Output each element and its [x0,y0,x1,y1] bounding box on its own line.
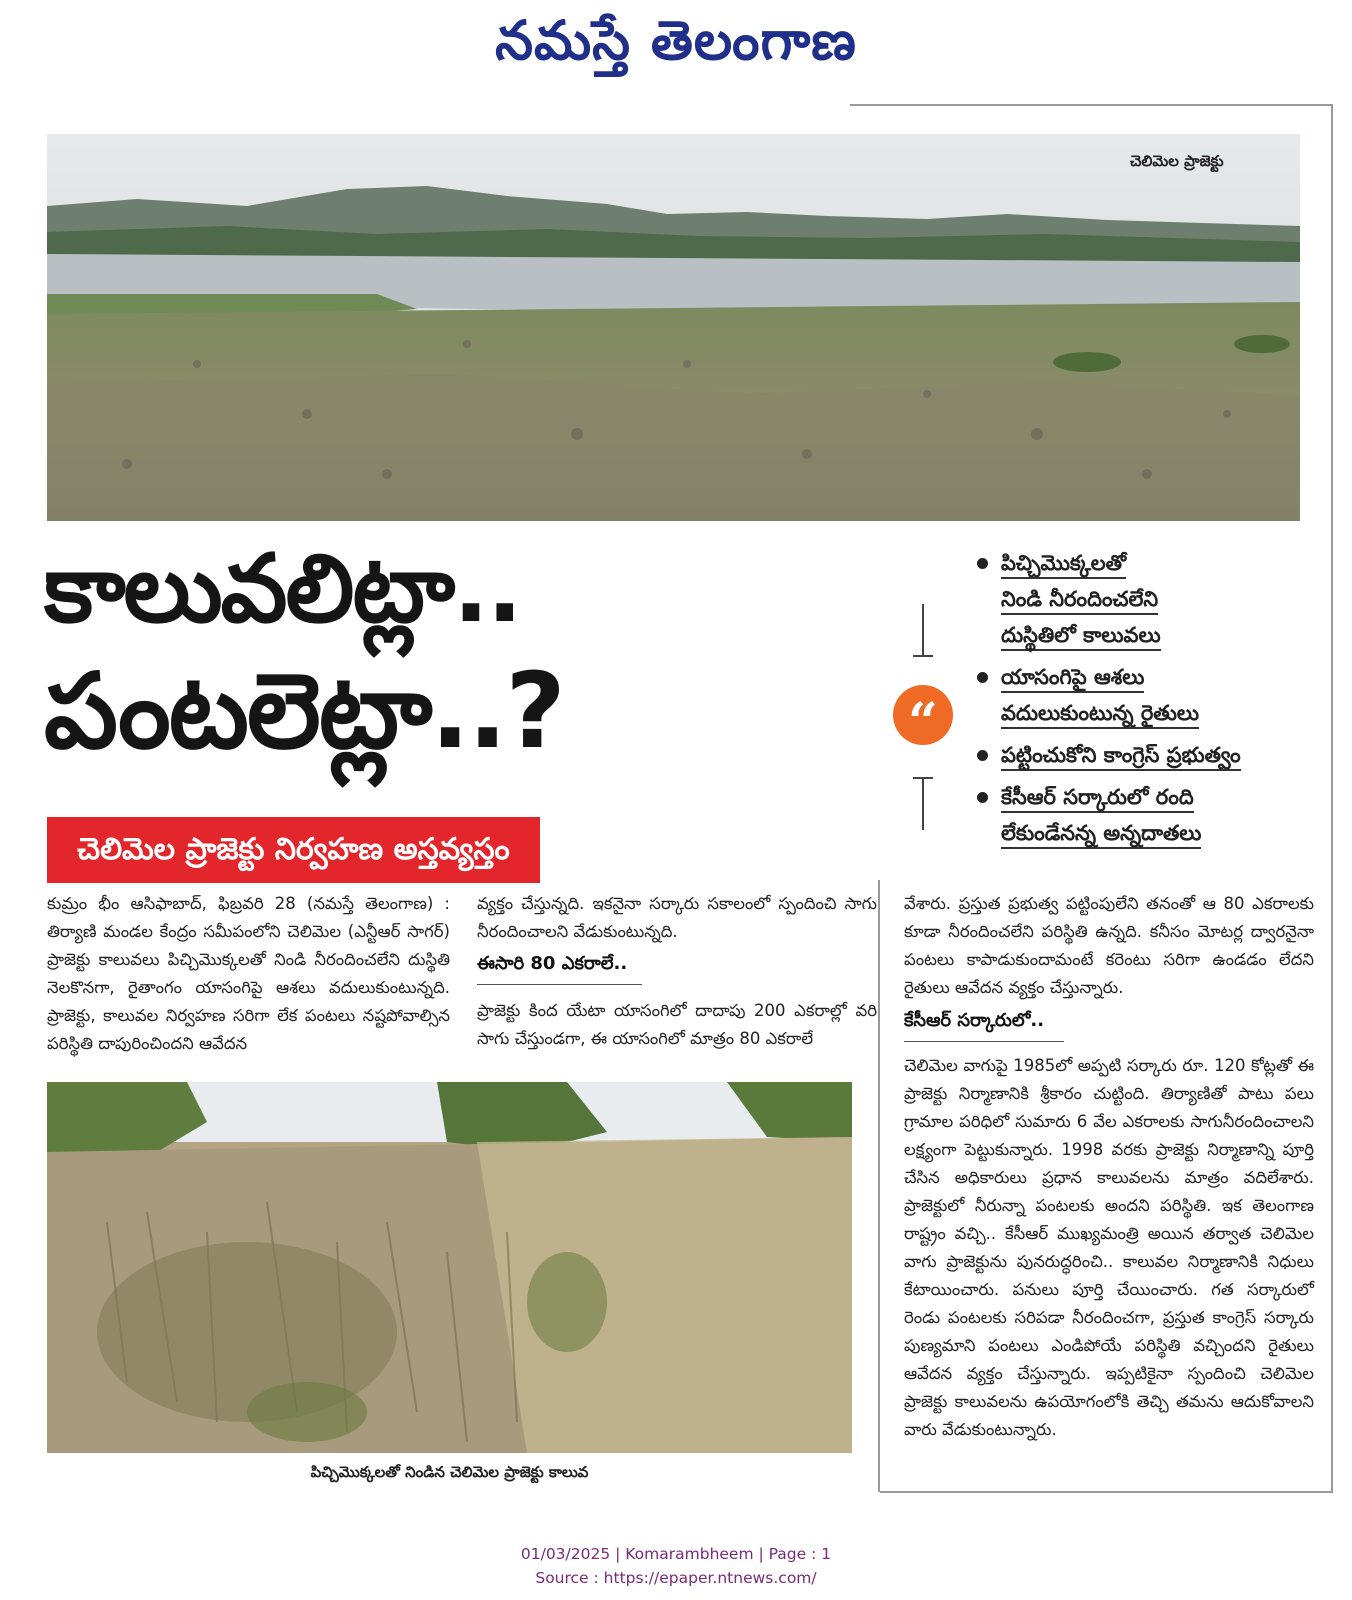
highlight-item [975,659,1315,731]
highlight-item [975,737,1315,773]
quote-icon: “ [893,685,953,745]
highlight-text: యాసంగిపై ఆశలు [1001,665,1144,693]
highlight-text: దుస్థితిలో కాలువలు [1001,623,1161,651]
article-column-3-paragraph: చెలిమెల వాగుపై 1985లో అప్పటి సర్కారు రూ. 120 కోట్లతో ఈ ప్రాజెక్టు నిర్మాణానికి శ్రీకారం చుట్టింది. తిర్యాణితో పాటు పలు గ్రామాల పరిధిలో సుమారు 6 వేల ఎకరాలకు సాగునీరందించాలని లక్ష్యంగా పెట్టుకున్నారు. 1998 వరకు ప్రాజెక్టు నిర్మాణాన్ని పూర్తి చేసిన అధికారులు ప్రధాన కాలువలను మాత్రం వదిలేశారు. ప్రాజెక్టులో నీరున్నా పంటలకు అందని పరిస్థితి. ఇక తెలంగాణ రాష్ట్రం వచ్చి.. కేసీఆర్ ముఖ్యమంత్రి అయిన తర్వాత చెలిమెల వాగు ప్రాజెక్టును పునరుద్ధరించి.. కాలువల నిర్మాణానికి నిధులు కేటాయించారు. పనులు పూర్తి చేయించారు. గత సర్కారులో రెండు పంటలకు సరిపడా నీరందించగా, ప్రస్తుత కాంగ్రెస్ సర్కారు పుణ్యమాని పంటలు ఎండిపోయే పరిస్థితి వచ్చిందని రైతులు ఆవేదన వ్యక్తం చేస్తున్నారు. ఇప్పటికైనా స్పందించి చెలిమెల ప్రాజెక్టు కాలువలను ఉపయోగంలోకి తెచ్చి తమను ఆదుకోవాలని వారు వేడుకుంటున్నారు. [904,1056,1314,1439]
highlight-item [975,779,1315,851]
section-heading-2: కేసీఆర్ సర్కారులో.. [904,1010,1064,1042]
highlight-text: నిండి నీరందించలేని [1001,587,1158,615]
masthead [0,0,1352,90]
canal-photo [47,1082,852,1453]
footer-date-edition: 01/03/2025 | Komarambheem | Page : 1 [520,1545,832,1563]
bottom-photo-caption: పిచ్చిమొక్కలతో నిండిన చెలిమెల ప్రాజెక్టు కాలువ [310,1463,589,1481]
article-column-2-paragraph: ప్రాజెక్టు కింద యేటా యాసంగిలో దాదాపు 200 ఎకరాల్లో వరి సాగు చేస్తుండగా, ఈ యాసంగిలో మాత్రం 80 ఎకరాలే [477,1001,877,1048]
footer-source-link[interactable]: Source : https://epaper.ntnews.com/ [535,1569,817,1587]
newspaper-title: నమస్తే తెలంగాణ [495,8,857,72]
quote-divider-bottom [922,778,924,830]
highlight-text: వదులుకుంటున్న రైతులు [1001,701,1199,729]
highlight-text: లేకుండేనన్న అన్నదాతలు [1001,821,1201,849]
frame-line-right [1331,104,1333,1492]
highlight-text: కేసీఆర్ సర్కారులో రంది [1001,785,1194,813]
headline-line-1: కాలువలిట్లా.. [44,535,521,644]
subheadline-banner: చెలిమెల ప్రాజెక్టు నిర్వహణ అస్తవ్యస్తం [47,817,540,883]
top-photo-caption: చెలిమెల ప్రాజెక్టు [1130,152,1224,170]
quote-divider-top [922,604,924,656]
highlight-item [975,545,1315,653]
frame-line-bottom [880,1491,1333,1493]
highlight-text: పిచ్చిమొక్కలతో [1001,551,1126,579]
headline-line-2: పంటలెట్లా..? [44,650,564,772]
highlight-text: పట్టించుకోని కాంగ్రెస్ ప్రభుత్వం [1001,743,1241,771]
article-column-3: వేశారు. ప్రస్తుత ప్రభుత్వ పట్టింపులేని తనంతో ఆ 80 ఎకరాలకు కూడా నీరందించలేని పరిస్థితి ఉన్నది. కనీసం మోటర్ల ద్వారనైనా పంటలు కాపాడుకుందామంటే కరెంటు సరిగా ఉండడం లేదని రైతులు ఆవేదన వ్యక్తం చేస్తున్నారు. [904,894,1314,997]
page-footer [0,1542,1352,1590]
quote-tick-top [913,655,933,657]
reservoir-photo [47,134,1300,521]
article-column-1: కుమ్రం భీం ఆసిఫాబాద్, ఫిబ్రవరి 28 (నమస్తే తెలంగాణ) : తిర్యాణి మండల కేంద్రం సమీపంలోని చెలిమెల (ఎన్టీఆర్ సాగర్) ప్రాజెక్టు కాలువలు పిచ్చిమొక్కలతో నిండి నీరందించలేని దుస్థితి నెలకొనగా, రైతాంగం యాసంగిపై ఆశలు వదులుకుంటున్నది. ప్రాజెక్టు, కాలువల నిర్వహణ సరిగా లేక పంటలు నష్టపోవాల్సిన పరిస్థితి దాపురించిందని ఆవేదన [47,894,450,1053]
frame-line-left [878,880,880,1492]
article-column-2: వ్యక్తం చేస్తున్నది. ఇకనైనా సర్కారు సకాలంలో స్పందించి సాగు నీరందించాలని వేడుకుంటున్నది. [477,894,877,941]
section-heading-1: ఈసారి 80 ఎకరాలే.. [477,953,642,985]
frame-line-top [850,104,1331,106]
highlight-list [975,545,1315,857]
